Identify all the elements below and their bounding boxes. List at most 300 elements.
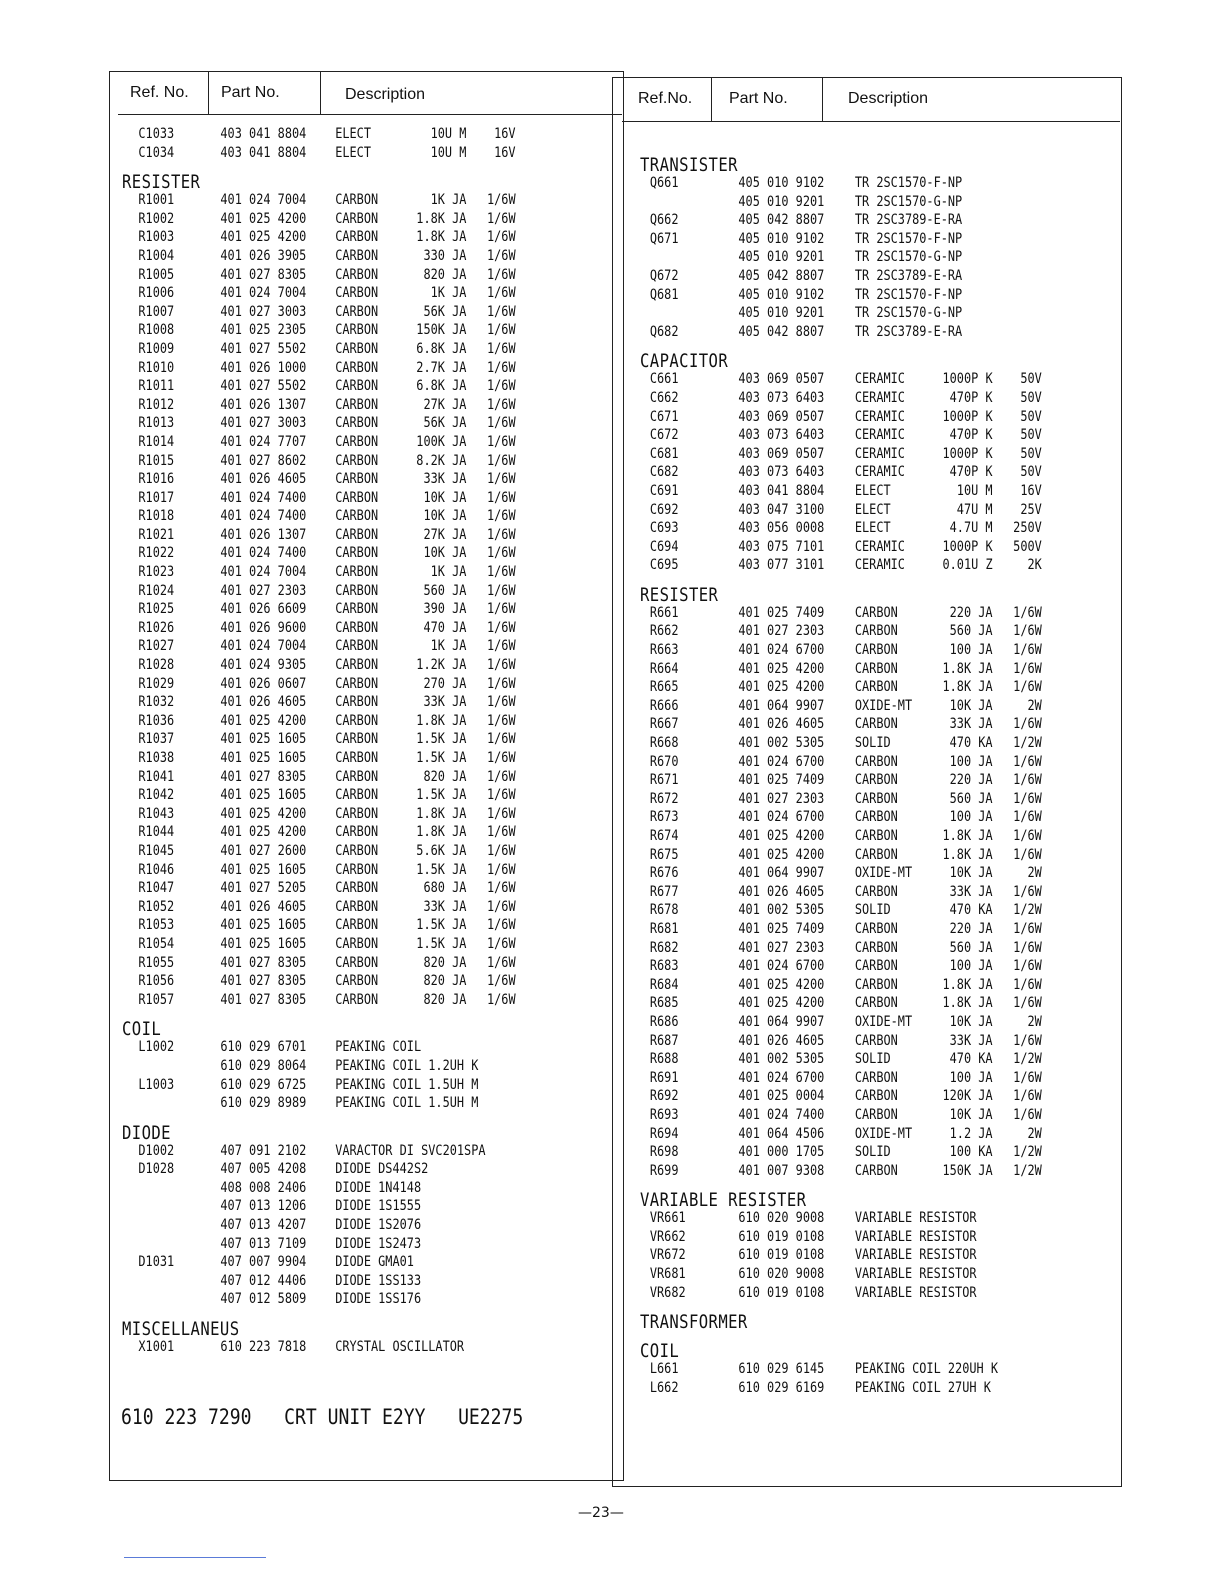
part-rating: 1/6W bbox=[486, 526, 516, 543]
part-row bbox=[122, 991, 516, 1010]
ref-number: Q681 bbox=[649, 286, 679, 303]
part-number: 401 025 4200 bbox=[220, 824, 307, 841]
part-row bbox=[640, 174, 1025, 193]
part-value: 1.8K JA bbox=[942, 995, 993, 1012]
part-row bbox=[640, 445, 1042, 464]
part-row bbox=[640, 501, 1042, 520]
part-row bbox=[640, 556, 1042, 575]
part-row bbox=[640, 463, 1042, 482]
section-title: RESISTER bbox=[640, 583, 719, 606]
part-row bbox=[640, 304, 1025, 323]
part-value: 56K JA bbox=[423, 415, 467, 432]
part-description: CARBON bbox=[335, 508, 379, 525]
part-description: TR 2SC1570-F-NP bbox=[854, 230, 963, 247]
part-number: 403 073 6403 bbox=[738, 427, 825, 444]
part-rating: 2W bbox=[1027, 1013, 1042, 1030]
part-number: 403 075 7101 bbox=[738, 538, 825, 555]
part-description: CARBON bbox=[854, 1069, 898, 1086]
ref-number: R686 bbox=[649, 1013, 679, 1030]
part-description: TR 2SC1570-G-NP bbox=[854, 249, 963, 266]
part-number: 403 069 0507 bbox=[738, 371, 825, 388]
part-value: 1.5K JA bbox=[416, 861, 467, 878]
ref-number: R681 bbox=[649, 920, 679, 937]
part-description: TR 2SC3789-E-RA bbox=[854, 267, 963, 284]
part-row bbox=[640, 641, 1042, 660]
part-rating: 1/6W bbox=[486, 935, 516, 952]
part-row bbox=[122, 1179, 516, 1198]
part-value: 1.8K JA bbox=[942, 846, 993, 863]
part-value: 150K JA bbox=[942, 1162, 993, 1179]
section-title: MISCELLANEUS bbox=[122, 1318, 240, 1341]
part-number: 401 025 4200 bbox=[738, 660, 825, 677]
ref-number: C694 bbox=[649, 538, 679, 555]
part-value: 27K JA bbox=[423, 526, 467, 543]
part-rating: 2W bbox=[1027, 865, 1042, 882]
part-description: DIODE 1SS176 bbox=[335, 1291, 422, 1308]
ref-number: R663 bbox=[649, 642, 679, 659]
part-row bbox=[122, 1038, 516, 1057]
part-description: CARBON bbox=[335, 192, 379, 209]
part-description: CARBON bbox=[335, 712, 379, 729]
part-rating: 1/6W bbox=[1013, 920, 1042, 937]
part-value: 1.8K JA bbox=[416, 712, 467, 729]
ref-number: C692 bbox=[649, 501, 679, 518]
part-value: 1.8K JA bbox=[416, 210, 467, 227]
ref-number: R1003 bbox=[138, 229, 175, 246]
right-header-ref: Ref.No. bbox=[638, 90, 693, 107]
part-description: CARBON bbox=[854, 828, 898, 844]
part-rating: 1/6W bbox=[486, 471, 516, 488]
part-row bbox=[122, 433, 516, 452]
part-description: OXIDE-MT bbox=[854, 865, 913, 882]
ref-number: C681 bbox=[649, 445, 679, 462]
part-description: CARBON bbox=[335, 657, 379, 674]
part-value: 470 KA bbox=[949, 1051, 993, 1068]
part-row bbox=[122, 125, 516, 144]
part-rating: 1/6W bbox=[486, 842, 516, 859]
part-description: VARIABLE RESISTOR bbox=[854, 1247, 977, 1264]
part-row bbox=[640, 1360, 1025, 1379]
ref-number: R1052 bbox=[138, 898, 175, 915]
part-number: 403 041 8804 bbox=[220, 126, 307, 142]
part-description: TR 2SC1570-G-NP bbox=[854, 193, 963, 210]
part-value: 1.2K JA bbox=[416, 657, 467, 674]
part-number: 401 064 4506 bbox=[738, 1125, 825, 1142]
part-row bbox=[640, 957, 1042, 976]
part-number: 401 027 2600 bbox=[220, 842, 307, 859]
ref-number: R1006 bbox=[138, 285, 175, 302]
part-number: 401 024 6700 bbox=[738, 809, 825, 826]
ref-number: R676 bbox=[649, 865, 679, 882]
part-row bbox=[122, 144, 516, 163]
part-description: SOLID bbox=[854, 1144, 891, 1161]
part-number: 401 027 2303 bbox=[738, 939, 825, 956]
part-description: CARBON bbox=[335, 638, 379, 655]
section-heading bbox=[640, 1186, 1025, 1212]
part-row bbox=[122, 786, 516, 805]
part-description: CARBON bbox=[854, 809, 898, 826]
part-description: DIODE DS442S2 bbox=[335, 1161, 429, 1178]
ref-number: R694 bbox=[649, 1125, 679, 1142]
part-number: 401 026 4605 bbox=[220, 898, 307, 915]
part-rating: 2K bbox=[1027, 557, 1042, 574]
part-row bbox=[122, 359, 516, 378]
ref-number: R1045 bbox=[138, 842, 175, 859]
part-row bbox=[122, 768, 516, 787]
part-row bbox=[122, 1272, 516, 1291]
part-value: 1000P K bbox=[942, 371, 993, 388]
ref-number: D1002 bbox=[138, 1142, 175, 1159]
part-value: 1.8K JA bbox=[416, 824, 467, 841]
part-rating: 50V bbox=[1020, 371, 1042, 388]
part-number: 401 027 2303 bbox=[220, 582, 307, 599]
part-row bbox=[640, 883, 1042, 902]
part-row bbox=[640, 753, 1042, 772]
part-description: VARIABLE RESISTOR bbox=[854, 1210, 977, 1227]
part-number: 401 025 1605 bbox=[220, 750, 307, 766]
right-header-description: Description bbox=[848, 90, 929, 107]
part-value: 1.5K JA bbox=[416, 917, 467, 934]
part-rating: 1/6W bbox=[486, 824, 516, 841]
ref-number: R1009 bbox=[138, 340, 175, 357]
part-rating: 1/2W bbox=[1013, 902, 1042, 919]
part-value: 100 JA bbox=[949, 642, 993, 659]
section-title: COIL bbox=[122, 1018, 162, 1041]
ref-number: R1018 bbox=[138, 508, 175, 525]
part-description: CARBON bbox=[335, 787, 379, 804]
part-value: 1.5K JA bbox=[416, 731, 467, 748]
part-description: CARBON bbox=[335, 935, 379, 952]
part-number: 403 069 0507 bbox=[738, 408, 825, 425]
part-value: 560 JA bbox=[949, 790, 993, 807]
part-description: ELECT bbox=[854, 482, 891, 499]
part-value: 560 JA bbox=[423, 582, 467, 599]
part-row bbox=[640, 426, 1042, 445]
part-number: 401 026 4605 bbox=[738, 716, 825, 733]
part-number: 401 027 3003 bbox=[220, 415, 307, 432]
part-number: 401 027 8305 bbox=[220, 991, 307, 1008]
part-rating: 1/6W bbox=[486, 396, 516, 413]
part-number: 401 024 7707 bbox=[220, 433, 307, 450]
part-row bbox=[640, 920, 1042, 939]
part-value: 220 JA bbox=[949, 920, 993, 937]
part-number: 401 025 7409 bbox=[738, 604, 825, 621]
ref-number: R1025 bbox=[138, 601, 175, 618]
right-parts-list bbox=[640, 145, 1110, 1397]
part-number: 610 029 6145 bbox=[738, 1361, 825, 1378]
part-row bbox=[640, 715, 1042, 734]
part-row bbox=[122, 1160, 516, 1179]
part-number: 401 025 4200 bbox=[738, 828, 825, 844]
part-value: 1000P K bbox=[942, 408, 993, 425]
part-row bbox=[122, 507, 516, 526]
part-description: DIODE 1S2076 bbox=[335, 1217, 422, 1234]
part-number: 401 027 5502 bbox=[220, 378, 307, 395]
part-description: CARBON bbox=[854, 995, 898, 1012]
ref-number: R683 bbox=[649, 958, 679, 975]
part-row bbox=[122, 321, 516, 340]
part-number: 401 025 4200 bbox=[220, 210, 307, 227]
ref-number: R1043 bbox=[138, 805, 175, 822]
ref-number: R699 bbox=[649, 1162, 679, 1179]
part-rating: 1/6W bbox=[486, 750, 516, 766]
part-number: 401 025 1605 bbox=[220, 787, 307, 804]
part-value: 330 JA bbox=[423, 247, 467, 264]
ref-number: R673 bbox=[649, 809, 679, 826]
part-row bbox=[122, 489, 516, 508]
ref-number: L661 bbox=[649, 1361, 679, 1378]
ref-number: R675 bbox=[649, 846, 679, 863]
part-row bbox=[640, 519, 1042, 538]
part-value: 100 JA bbox=[949, 753, 993, 770]
part-number: 401 027 3003 bbox=[220, 303, 307, 320]
part-description: CARBON bbox=[335, 545, 379, 562]
part-number: 610 029 8989 bbox=[220, 1095, 307, 1112]
part-number: 401 024 7400 bbox=[220, 545, 307, 562]
part-rating: 2W bbox=[1027, 697, 1042, 714]
part-number: 401 025 1605 bbox=[220, 935, 307, 952]
part-row bbox=[640, 1125, 1042, 1144]
part-description: CARBON bbox=[854, 1088, 898, 1105]
part-number: 401 024 9305 bbox=[220, 657, 307, 674]
part-number: 403 073 6403 bbox=[738, 389, 825, 406]
part-row bbox=[122, 396, 516, 415]
part-description: CARBON bbox=[335, 768, 379, 785]
part-value: 100 JA bbox=[949, 1069, 993, 1086]
part-description: VARIABLE RESISTOR bbox=[854, 1284, 977, 1301]
part-rating: 1/6W bbox=[1013, 679, 1042, 696]
part-rating: 2W bbox=[1027, 1125, 1042, 1142]
part-row bbox=[122, 619, 516, 638]
part-number: 401 025 2305 bbox=[220, 322, 307, 339]
ref-number: R670 bbox=[649, 753, 679, 770]
ref-number: R1041 bbox=[138, 768, 175, 785]
part-number: 401 025 4200 bbox=[738, 976, 825, 993]
ref-number: R1015 bbox=[138, 452, 175, 469]
part-value: 10K JA bbox=[949, 1106, 993, 1123]
part-description: CARBON bbox=[335, 229, 379, 246]
part-row bbox=[640, 1106, 1042, 1125]
section-heading bbox=[640, 1337, 1025, 1363]
ref-number: R1053 bbox=[138, 917, 175, 934]
part-value: 1K JA bbox=[430, 638, 467, 655]
ref-number: R1016 bbox=[138, 471, 175, 488]
part-description: CARBON bbox=[335, 378, 379, 395]
part-description: CARBON bbox=[854, 920, 898, 937]
crt-unit-line: 610 223 7290 CRT UNIT E2YY UE2275 bbox=[121, 1405, 524, 1429]
part-description: CARBON bbox=[335, 694, 379, 711]
part-number: 610 020 9008 bbox=[738, 1210, 825, 1227]
part-description: CARBON bbox=[335, 880, 379, 897]
part-row bbox=[640, 790, 1042, 809]
part-description: CARBON bbox=[335, 898, 379, 915]
part-number: 610 019 0108 bbox=[738, 1284, 825, 1301]
part-number: 405 042 8807 bbox=[738, 212, 825, 229]
part-row bbox=[640, 1050, 1042, 1069]
part-value: 470 KA bbox=[949, 735, 993, 752]
part-number: 401 024 7004 bbox=[220, 285, 307, 302]
part-number: 610 029 8064 bbox=[220, 1057, 307, 1074]
part-description: TR 2SC1570-G-NP bbox=[854, 305, 963, 322]
part-value: 1.8K JA bbox=[416, 229, 467, 246]
part-value: 5.6K JA bbox=[416, 842, 467, 859]
part-row bbox=[122, 656, 516, 675]
part-rating: 1/6W bbox=[486, 489, 516, 506]
part-value: 33K JA bbox=[949, 883, 993, 900]
ref-number: R1036 bbox=[138, 712, 175, 729]
part-description: CARBON bbox=[854, 846, 898, 863]
part-value: 470 KA bbox=[949, 902, 993, 919]
left-header-divider bbox=[118, 114, 622, 115]
ref-number: R1010 bbox=[138, 359, 175, 376]
part-rating: 1/6W bbox=[486, 378, 516, 395]
section-heading bbox=[640, 1308, 1025, 1334]
part-number: 401 026 4605 bbox=[738, 1032, 825, 1049]
part-description: PEAKING COIL 1.2UH K bbox=[335, 1057, 479, 1074]
part-rating: 1/6W bbox=[1013, 753, 1042, 770]
part-rating: 500V bbox=[1013, 538, 1042, 555]
ref-number: R671 bbox=[649, 772, 679, 789]
part-value: 1.5K JA bbox=[416, 935, 467, 952]
part-row bbox=[640, 193, 1025, 212]
part-description: TR 2SC3789-E-RA bbox=[854, 323, 963, 340]
part-description: PEAKING COIL 1.5UH M bbox=[335, 1095, 479, 1112]
part-row bbox=[640, 994, 1042, 1013]
part-row bbox=[640, 1209, 1025, 1228]
part-number: 401 024 7004 bbox=[220, 192, 307, 209]
part-number: 401 025 1605 bbox=[220, 731, 307, 748]
part-description: DIODE 1S1555 bbox=[335, 1198, 422, 1215]
part-row bbox=[122, 1216, 516, 1235]
part-row bbox=[640, 976, 1042, 995]
part-description: CARBON bbox=[335, 564, 379, 581]
ref-number: C682 bbox=[649, 464, 679, 481]
part-value: 820 JA bbox=[423, 954, 467, 971]
part-number: 401 024 7400 bbox=[220, 489, 307, 506]
part-description: CARBON bbox=[335, 917, 379, 934]
part-row bbox=[122, 954, 516, 973]
part-number: 610 019 0108 bbox=[738, 1228, 825, 1245]
part-rating: 1/6W bbox=[486, 192, 516, 209]
part-row bbox=[122, 972, 516, 991]
part-number: 401 027 8305 bbox=[220, 266, 307, 283]
part-description: CARBON bbox=[335, 805, 379, 822]
ref-number: X1001 bbox=[138, 1339, 175, 1356]
part-row bbox=[640, 622, 1042, 641]
part-row bbox=[122, 340, 516, 359]
part-value: 470 JA bbox=[423, 619, 467, 636]
part-description: CARBON bbox=[335, 619, 379, 636]
part-row bbox=[640, 1069, 1042, 1088]
part-rating: 1/6W bbox=[1013, 846, 1042, 863]
part-row bbox=[122, 879, 516, 898]
part-rating: 1/6W bbox=[486, 768, 516, 785]
part-number: 401 027 8305 bbox=[220, 768, 307, 785]
part-row bbox=[640, 323, 1025, 342]
part-description: CARBON bbox=[335, 322, 379, 339]
ref-number: R1013 bbox=[138, 415, 175, 432]
part-description: CARBON bbox=[854, 642, 898, 659]
ref-number: R665 bbox=[649, 679, 679, 696]
part-row bbox=[640, 697, 1042, 716]
part-row bbox=[640, 846, 1042, 865]
part-description: CARBON bbox=[335, 489, 379, 506]
part-row bbox=[122, 452, 516, 471]
part-rating: 1/6W bbox=[1013, 642, 1042, 659]
part-row bbox=[122, 749, 516, 768]
part-rating: 1/6W bbox=[1013, 939, 1042, 956]
part-description: CARBON bbox=[335, 750, 379, 766]
ref-number: R698 bbox=[649, 1144, 679, 1161]
part-row bbox=[640, 1265, 1025, 1284]
part-value: 6.8K JA bbox=[416, 378, 467, 395]
part-value: 10K JA bbox=[949, 865, 993, 882]
part-value: 1K JA bbox=[430, 285, 467, 302]
part-description: CARBON bbox=[854, 976, 898, 993]
ref-number: L662 bbox=[649, 1379, 679, 1396]
part-number: 401 027 2303 bbox=[738, 790, 825, 807]
part-rating: 1/2W bbox=[1013, 735, 1042, 752]
footer-rule bbox=[124, 1557, 266, 1558]
part-rating: 1/2W bbox=[1013, 1162, 1042, 1179]
left-col-divider-1 bbox=[208, 71, 209, 115]
part-description: CERAMIC bbox=[854, 557, 905, 574]
part-number: 401 025 1605 bbox=[220, 917, 307, 934]
part-row bbox=[122, 935, 516, 954]
section-title: COIL bbox=[640, 1340, 680, 1363]
part-description: CARBON bbox=[854, 716, 898, 733]
part-number: 401 026 1307 bbox=[220, 396, 307, 413]
right-header-divider bbox=[622, 121, 1120, 122]
part-number: 405 010 9102 bbox=[738, 175, 825, 191]
part-number: 403 047 3100 bbox=[738, 501, 825, 518]
ref-number: R1029 bbox=[138, 675, 175, 692]
ref-number: R672 bbox=[649, 790, 679, 807]
part-number: 401 026 4605 bbox=[738, 883, 825, 900]
ref-number: C695 bbox=[649, 557, 679, 574]
part-rating: 1/6W bbox=[486, 247, 516, 264]
part-number: 401 026 1000 bbox=[220, 359, 307, 376]
part-row bbox=[640, 827, 1042, 846]
part-row bbox=[640, 771, 1042, 790]
ref-number: R692 bbox=[649, 1088, 679, 1105]
part-number: 401 025 4200 bbox=[220, 712, 307, 729]
part-row bbox=[122, 544, 516, 563]
part-description: CARBON bbox=[854, 679, 898, 696]
part-row bbox=[640, 864, 1042, 883]
part-number: 610 020 9008 bbox=[738, 1266, 825, 1283]
part-number: 403 056 0008 bbox=[738, 520, 825, 537]
ref-number: R1017 bbox=[138, 489, 175, 506]
part-rating: 25V bbox=[1020, 501, 1042, 518]
part-row bbox=[122, 842, 516, 861]
part-description: CARBON bbox=[335, 452, 379, 469]
part-description: CARBON bbox=[335, 824, 379, 841]
part-rating: 1/6W bbox=[486, 675, 516, 692]
ref-number: R1004 bbox=[138, 247, 175, 264]
part-rating: 1/6W bbox=[486, 433, 516, 450]
part-row bbox=[122, 526, 516, 545]
part-rating: 1/6W bbox=[486, 619, 516, 636]
part-value: 470P K bbox=[949, 427, 993, 444]
part-rating: 1/6W bbox=[1013, 772, 1042, 789]
part-rating: 1/6W bbox=[1013, 958, 1042, 975]
part-number: 610 029 6725 bbox=[220, 1076, 307, 1093]
part-description: PEAKING COIL 27UH K bbox=[854, 1379, 991, 1396]
ref-number: D1031 bbox=[138, 1254, 175, 1271]
ref-number: VR682 bbox=[649, 1284, 686, 1301]
part-rating: 1/6W bbox=[486, 731, 516, 748]
